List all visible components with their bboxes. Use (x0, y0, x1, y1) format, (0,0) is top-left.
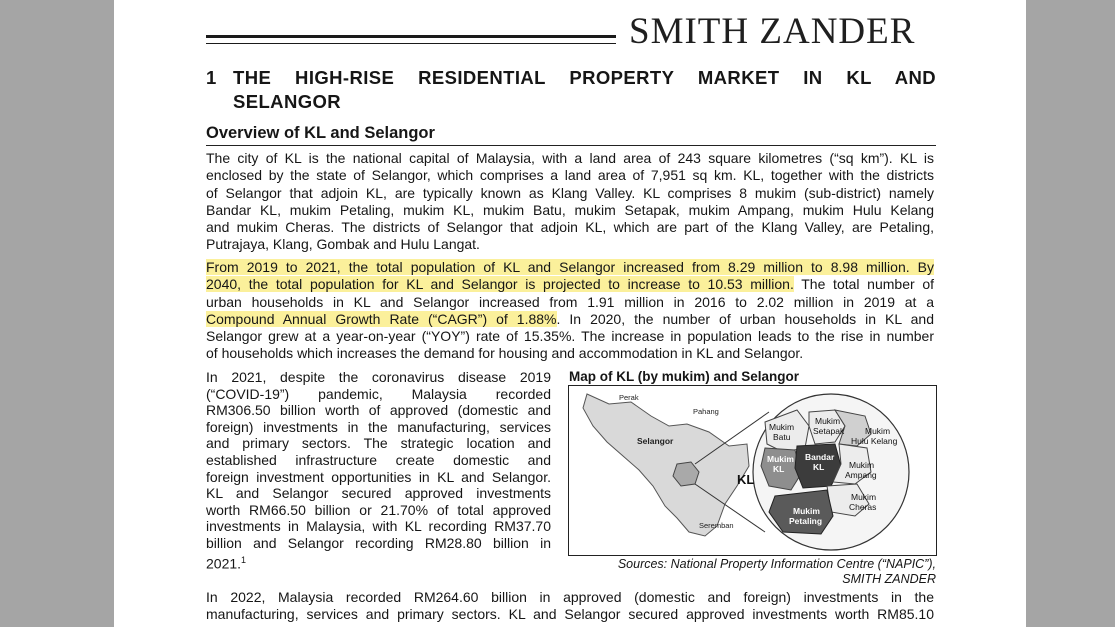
map-title: Map of KL (by mukim) and Selangor (569, 369, 800, 384)
paragraph-line (206, 276, 934, 293)
map-source (556, 557, 936, 586)
label-selangor: Selangor (637, 436, 674, 446)
label-pahang: Pahang (693, 407, 719, 416)
paragraph-line: Putrajaya, Klang, Gombak and Hulu Langat. (206, 236, 480, 253)
paragraph-text: 2021. (206, 555, 242, 572)
label-bandar-kl: Bandar (805, 452, 835, 462)
paragraph-line: foreign investment opportunities in KL and Selangor. (206, 468, 551, 485)
brand-logo: SMITH ZANDER (629, 11, 916, 52)
highlighted-text: 2040, the total population for KL and Selangor is projected to increase to 10.53 million. (206, 276, 794, 293)
paragraph-line: foreign) investments in the manufacturing, services (206, 418, 551, 435)
paragraph-investment (206, 369, 551, 572)
paragraph-line: manufacturing, services and primary sectors. KL and Selangor secured approved investments worth RM85.10 (206, 606, 934, 623)
label-setapak: Mukim (815, 416, 841, 426)
label-ampang: Ampang (845, 470, 877, 480)
label-mukim-kl: Mukim (767, 454, 794, 464)
label-bandar-kl: KL (813, 462, 825, 472)
paragraph-line: billion and Selangor recording RM28.80 billion in (206, 534, 551, 551)
header-rule (206, 35, 616, 44)
label-hulu-kelang: Hulu Kelang (851, 436, 898, 446)
paragraph-line: and mukim Cheras. The districts of Selangor that adjoin KL, which are part of the Klang Valley, are Petaling, (206, 219, 934, 236)
section-number: 1 (206, 67, 217, 88)
paragraph-line: investments in Malaysia, with KL recording RM37.70 (206, 518, 551, 535)
paragraph-line: (“COVID-19”) pandemic, Malaysia recorded (206, 385, 551, 402)
footnote-marker: 1 (241, 554, 247, 565)
section-title-line2: SELANGOR (233, 91, 342, 112)
paragraph-population (206, 259, 934, 363)
highlighted-text: From 2019 to 2021, the total population of KL and Selangor increased from 8.29 million to 8.98 million. By (206, 259, 934, 275)
label-setapak: Setapak (813, 426, 845, 436)
paragraph-line: urban households in KL and Selangor increased from 1.91 million in 2016 to 2.02 million in 2019 at a (206, 293, 934, 310)
label-hulu-kelang: Mukim (865, 426, 891, 436)
highlighted-text: Compound Annual Growth Rate (“CAGR”) of 1.88% (206, 310, 557, 327)
paragraph-line (206, 311, 934, 328)
label-batu: Batu (773, 432, 791, 442)
label-petaling: Mukim (793, 506, 820, 516)
label-ampang: Mukim (849, 460, 875, 470)
paragraph-line: worth RM66.50 billion or 21.70% of total approved (206, 501, 551, 518)
document-page (114, 0, 1026, 627)
label-perak: Perak (619, 393, 639, 402)
map-figure (568, 385, 937, 556)
label-petaling: Petaling (789, 516, 823, 526)
label-cheras: Cheras (849, 502, 877, 512)
source-line: SMITH ZANDER (842, 571, 936, 586)
paragraph-2022 (206, 589, 934, 624)
paragraph-line: The city of KL is the national capital of Malaysia, with a land area of 243 square kilometres (“sq km”). KL is (206, 150, 934, 166)
paragraph-line: RM306.50 billion worth of approved (domestic and (206, 402, 551, 419)
paragraph-line (206, 259, 934, 276)
paragraph-line: established infrastructure create domestic and (206, 451, 551, 468)
label-cheras: Mukim (851, 492, 877, 502)
paragraph-line: In 2022, Malaysia recorded RM264.60 billion in approved (domestic and foreign) investments in the (206, 589, 934, 605)
label-batu: Mukim (769, 422, 795, 432)
paragraph-line: of Selangor that adjoin KL, are typically known as Klang Valley. KL comprises 8 mukim (sub-district) namely (206, 184, 934, 201)
section-title-line1: THE HIGH-RISE RESIDENTIAL PROPERTY MARKET IN KL AND (233, 67, 936, 88)
paragraph-overview (206, 150, 934, 254)
subsection-title: Overview of KL and Selangor (206, 124, 435, 142)
paragraph-line (206, 552, 551, 572)
paragraph-line: and primary sectors. The strategic location and (206, 435, 551, 452)
paragraph-line: of households which increases the demand for housing and accommodation in KL and Selangor. (206, 345, 804, 362)
label-kl: KL (737, 472, 755, 487)
paragraph-line: Selangor grew at a year-on-year (“YOY”) rate of 15.35%. The increase in population leads to the rise in number (206, 328, 934, 345)
source-line: Sources: National Property Information Centre (“NAPIC”), (617, 557, 936, 571)
label-seremban: Seremban (699, 521, 734, 530)
paragraph-line: In 2021, despite the coronavirus disease 2019 (206, 369, 551, 385)
paragraph-text: The total number of (793, 276, 934, 293)
paragraph-text: . In 2020, the number of urban households in KL and (556, 310, 935, 327)
label-mukim-kl: KL (773, 464, 785, 474)
subsection-rule (206, 145, 936, 146)
section-heading (206, 66, 936, 114)
map-svg (569, 386, 936, 555)
selangor-region (583, 394, 749, 536)
paragraph-line: Bandar KL, mukim Petaling, mukim KL, mukim Batu, mukim Setapak, mukim Ampang, mukim Hulu Kelang (206, 201, 934, 218)
paragraph-line: enclosed by the state of Selangor, which comprises a land area of 7,951 sq km. KL, together with the districts (206, 167, 934, 184)
paragraph-line: KL and Selangor secured approved investments (206, 485, 551, 502)
